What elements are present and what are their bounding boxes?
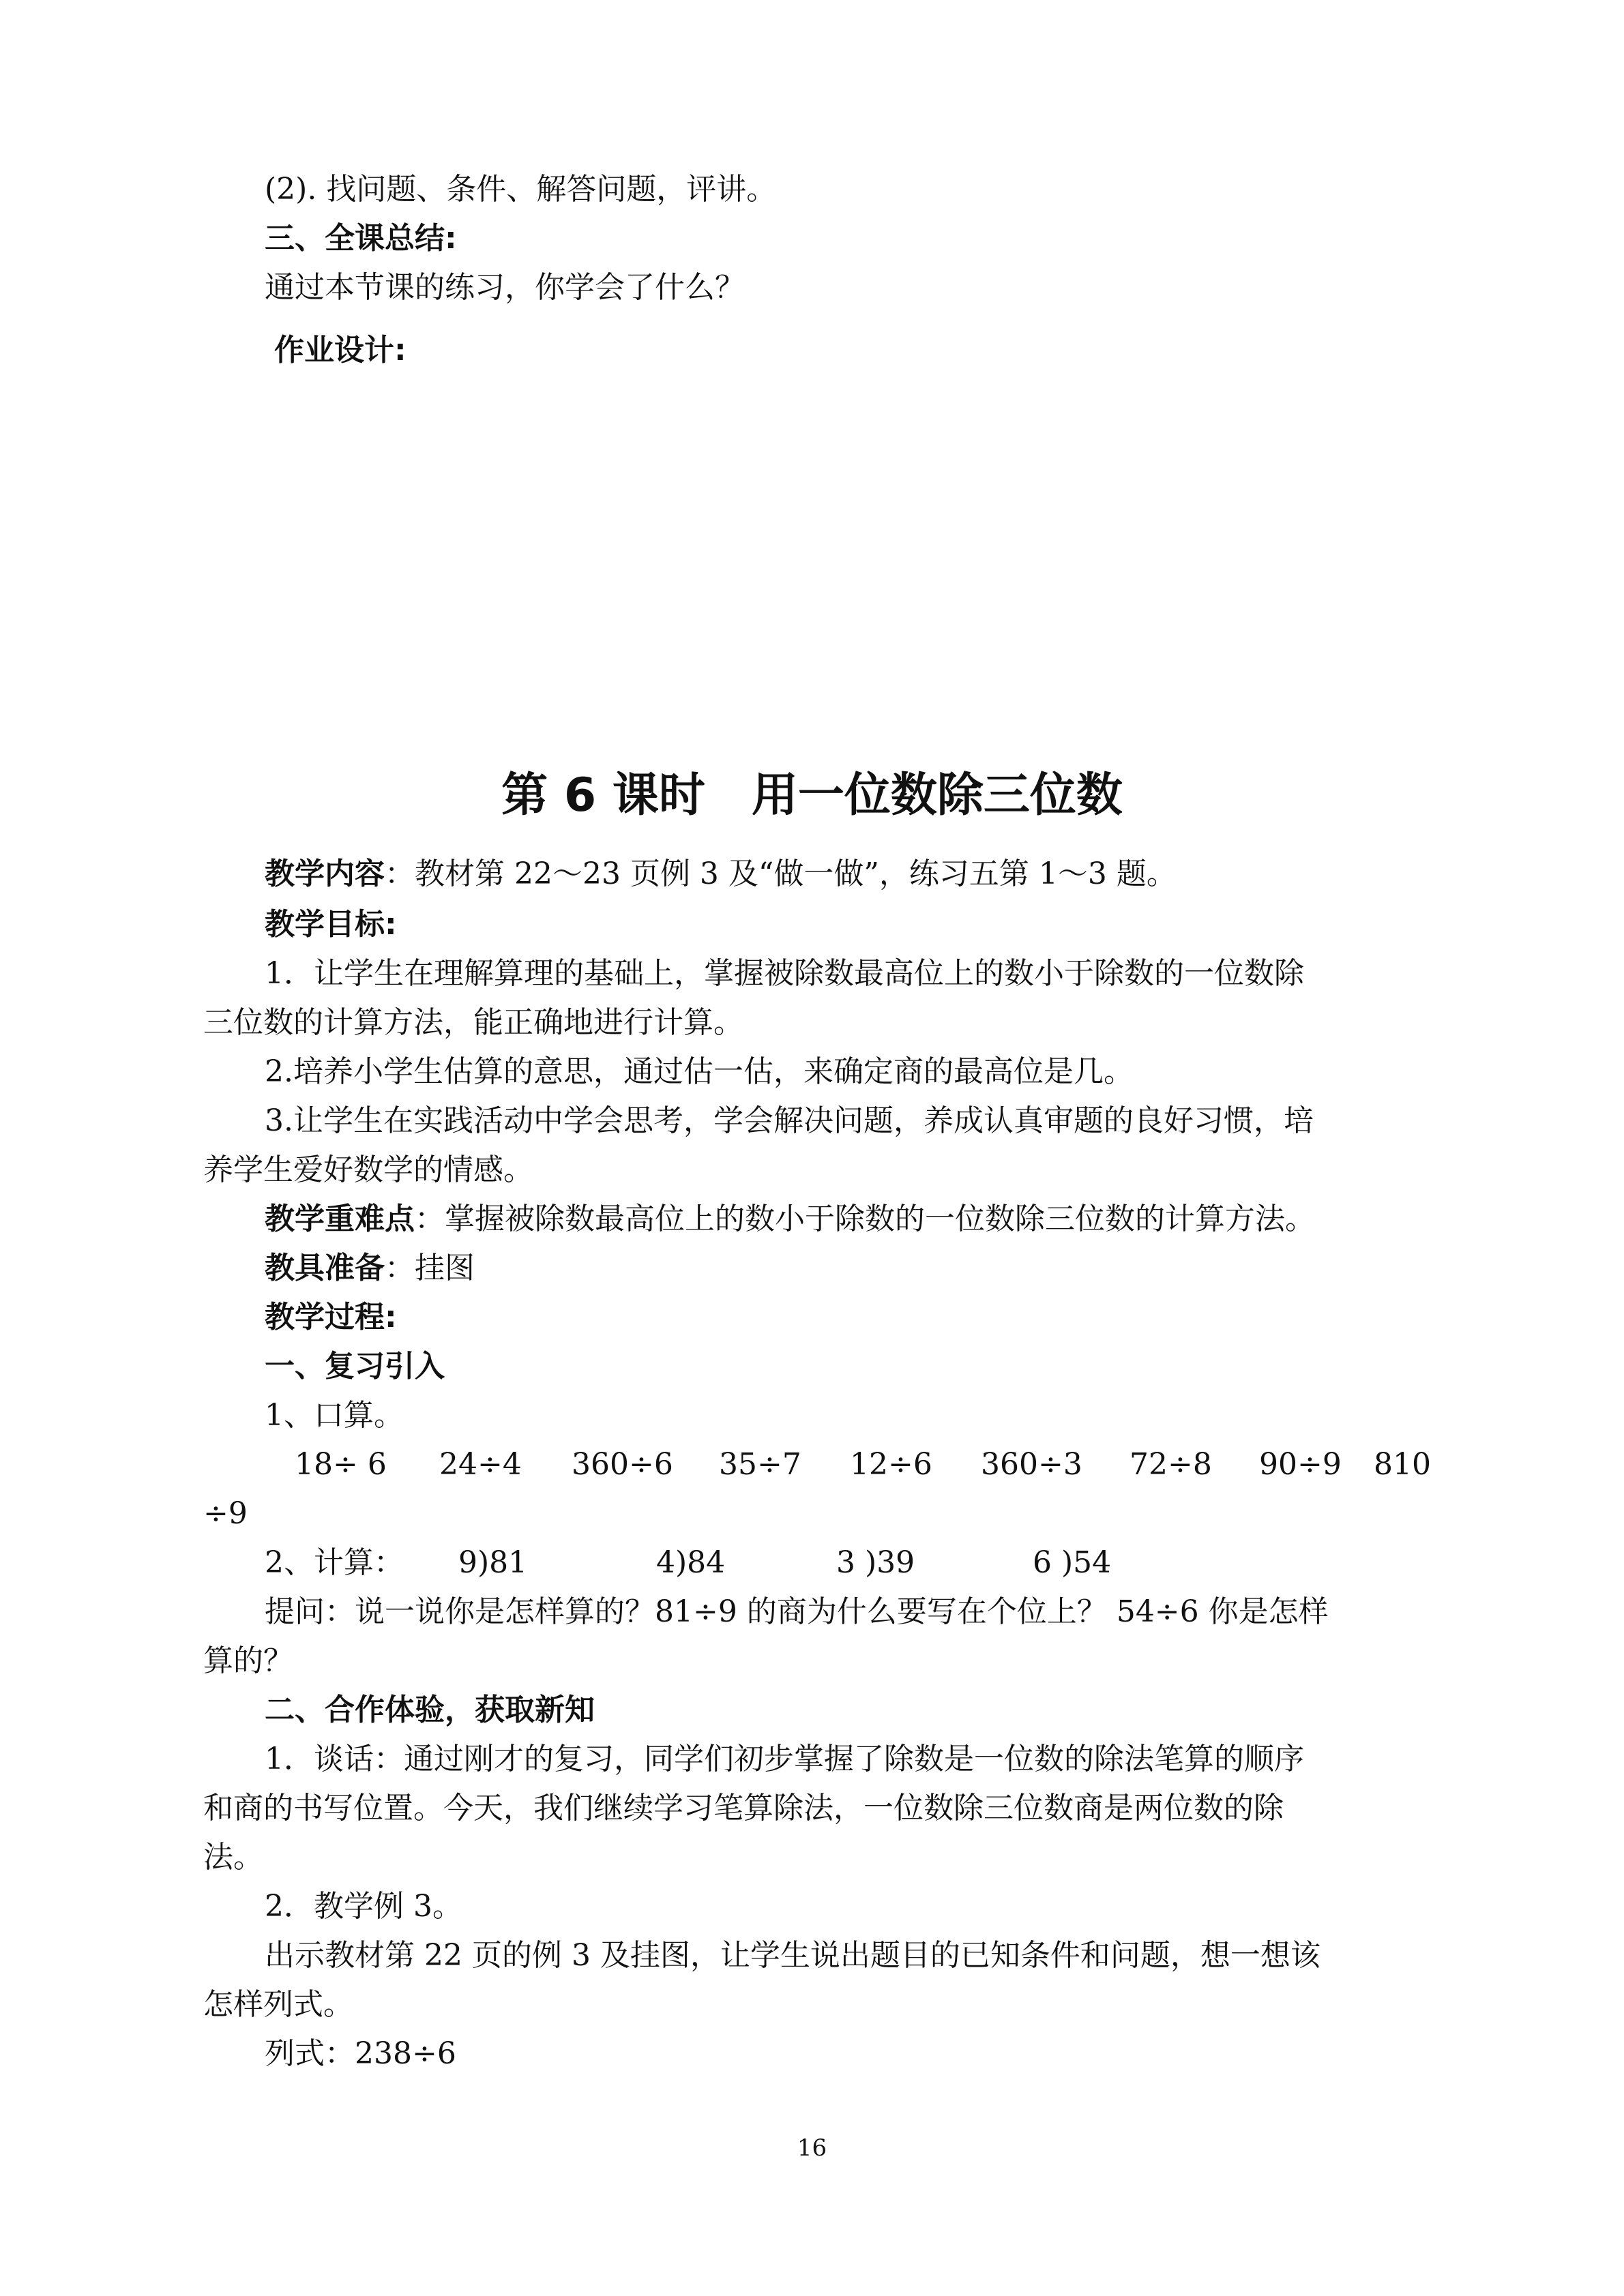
question-line-2: 算的？	[203, 1643, 293, 1678]
example-line-2: 怎样列式。	[203, 1987, 353, 2022]
written-calc-item: 4)84	[656, 1545, 726, 1580]
written-calc-row	[0, 1542, 1624, 1583]
goal-1-line-1: 1．让学生在理解算理的基础上，掌握被除数最高位上的数小于除数的一位数除	[265, 956, 1304, 991]
teaching-content-text: ：教材第 22～23 页例 3 及“做一做”，练习五第 1～3 题。	[385, 856, 1177, 891]
summary-text: 通过本节课的练习，你学会了什么？	[265, 270, 745, 305]
written-calc-item: 9)81	[458, 1545, 528, 1580]
written-calc-item: 6 )54	[1033, 1545, 1112, 1580]
oral-item: 360÷3	[981, 1447, 1082, 1482]
teaching-tools-text: ：挂图	[385, 1251, 475, 1285]
summary-heading: 三、全课总结:	[265, 221, 457, 256]
oral-calc-label: 1、口算。	[265, 1398, 404, 1433]
oral-item: 360÷6	[572, 1447, 673, 1482]
key-points-label: 教学重难点	[265, 1202, 415, 1236]
teaching-tools-label: 教具准备	[265, 1251, 385, 1285]
key-points	[265, 1199, 1315, 1240]
key-points-text: ：掌握被除数最高位上的数小于除数的一位数除三位数的计算方法。	[415, 1202, 1315, 1236]
goals-heading: 教学目标:	[265, 907, 397, 942]
written-calc-label: 2、计算：	[265, 1545, 404, 1580]
teaching-tools	[265, 1248, 475, 1289]
oral-item: 810	[1374, 1447, 1431, 1482]
step-line: (2). 找问题、条件、解答问题，评讲。	[265, 172, 777, 207]
oral-item: 35÷7	[719, 1447, 801, 1482]
oral-item: 24÷4	[439, 1447, 522, 1482]
lesson-title: 第 6 课时 用一位数除三位数	[501, 769, 1123, 822]
oral-item: 72÷8	[1130, 1447, 1212, 1482]
page-number: 16	[797, 2134, 827, 2162]
goal-2: 2.培养小学生估算的意思，通过估一估，来确定商的最高位是几。	[265, 1054, 1134, 1089]
talk-line-3: 法。	[203, 1840, 263, 1875]
question-line-1: 提问：说一说你是怎样算的？81÷9 的商为什么要写在个位上？ 54÷6 你是怎样	[265, 1594, 1329, 1629]
homework-heading: 作业设计:	[274, 333, 407, 368]
goal-3-line-1: 3.让学生在实践活动中学会思考，学会解决问题，养成认真审题的良好习惯，培	[265, 1103, 1314, 1138]
oral-calc-row	[0, 1444, 1624, 1485]
example-line-1: 出示教材第 22 页的例 3 及挂图，让学生说出题目的已知条件和问题，想一想该	[265, 1938, 1320, 1973]
written-calc-item: 3 )39	[836, 1545, 915, 1580]
talk-line-1: 1．谈话：通过刚才的复习，同学们初步掌握了除数是一位数的除法笔算的顺序	[265, 1742, 1304, 1776]
process-heading: 教学过程:	[265, 1300, 397, 1335]
oral-item: 18÷ 6	[295, 1447, 387, 1482]
teaching-content-label: 教学内容	[265, 856, 385, 891]
oral-item: 12÷6	[850, 1447, 932, 1482]
example-label: 2．教学例 3。	[265, 1889, 462, 1924]
formula-line: 列式：238÷6	[265, 2036, 456, 2071]
talk-line-2: 和商的书写位置。今天，我们继续学习笔算除法，一位数除三位数商是两位数的除	[203, 1791, 1284, 1825]
oral-item: 90÷9	[1259, 1447, 1342, 1482]
goal-3-line-2: 养学生爱好数学的情感。	[203, 1152, 533, 1187]
oral-calc-wrap: ÷9	[203, 1496, 248, 1531]
goal-1-line-2: 三位数的计算方法，能正确地进行计算。	[203, 1005, 743, 1040]
part-2-heading: 二、合作体验，获取新知	[265, 1693, 595, 1727]
part-1-heading: 一、复习引入	[265, 1349, 445, 1384]
teaching-content	[265, 854, 1177, 895]
